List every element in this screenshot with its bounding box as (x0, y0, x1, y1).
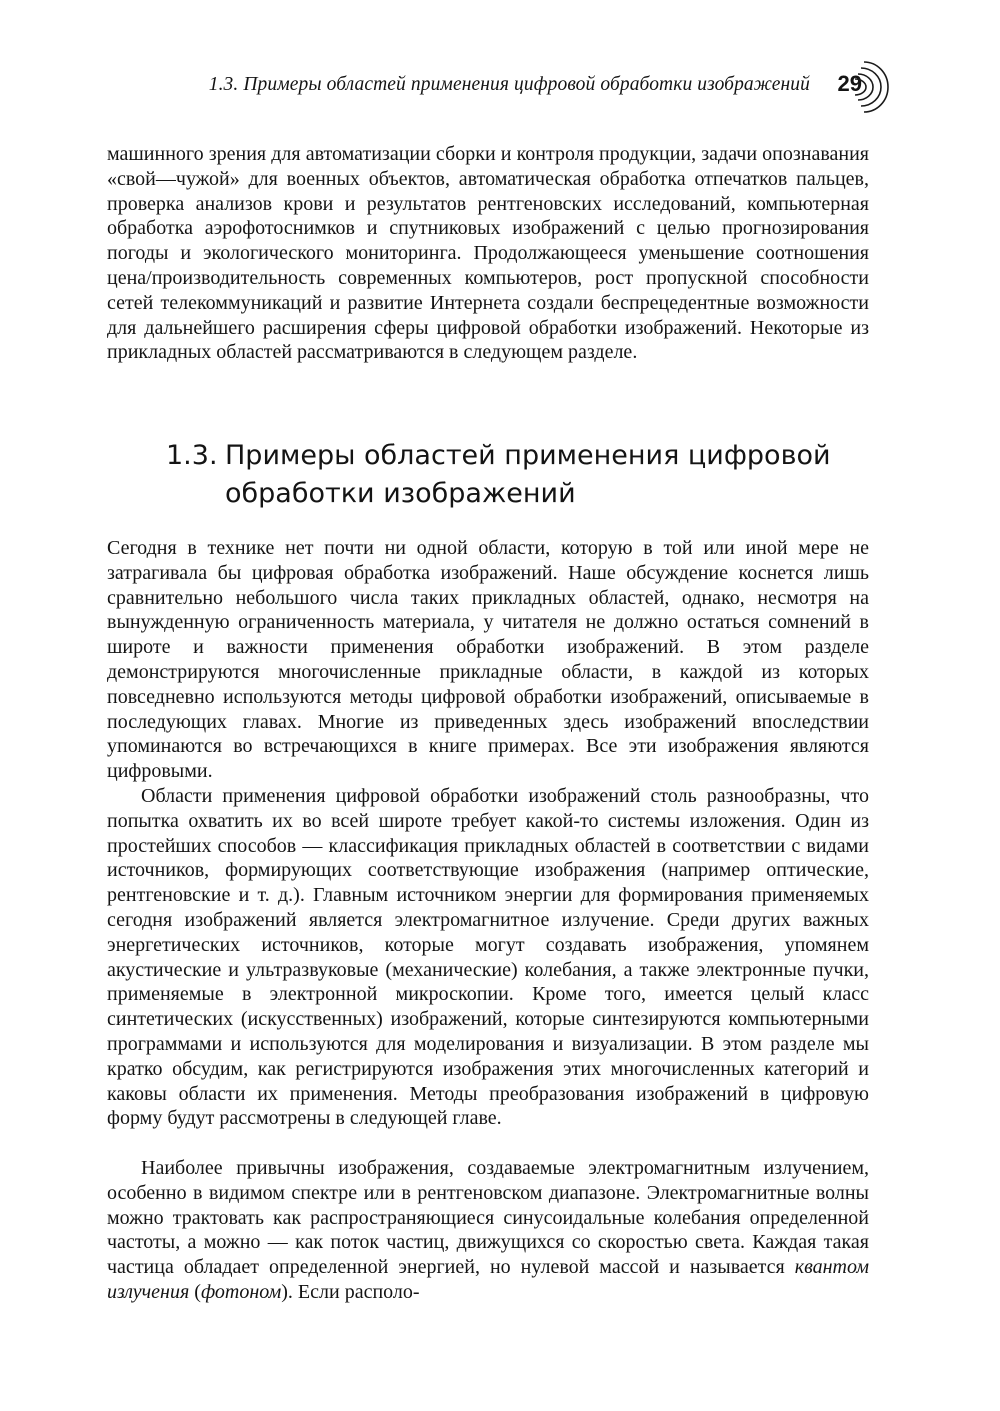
section-heading (166, 437, 866, 513)
paragraph-application-areas: Области применения цифровой обработки изображений столь разнообразны, что попытка охватить их во всей широте требует какой-то системы изложения. Один из простейших способов — классификация прикладных областей в соответствии с видами источников, формирующих соответствующие изображения (например оптические, рентгеновские и т. д.). Главным источником энергии для формирования применяемых сегодня изображений является электромагнитное излучение. Среди других важных энергетических источников, которые могут создавать изображения, упомянем акустические и ультразвуковые (механические) колебания, а также электронные пучки, применяемые в электронной микроскопии. Кроме того, имеется целый класс синтетических (искусственных) изображений, которые синтезируются компьютерными программами и используются для моделирования и визуализации. В этом разделе мы кратко обсудим, как регистрируются изображения этих многочисленных категорий и каковы области их применения. Методы преобразования изображений в цифровую форму будут рассмотрены в следующей главе. (107, 785, 869, 1130)
paragraph-text-part: ( (189, 1280, 201, 1303)
paragraph-section-intro: Сегодня в технике нет почти ни одной области, которую в той или иной мере не затрагивала бы цифровая обработка изображений. Наше обсуждение коснется лишь сравнительно небольшого числа таких прикладных областей, однако, несмотря на вынужденную ограниченность материала, у читателя не должно остаться сомнений в широте и важности применения обработки изображений. В этом разделе демонстрируются многочисленные прикладные области, в каждой из которых повседневно используются методы цифровой обработки изображений, описываемые в последующих главах. Многие из приведенных здесь изображений впоследствии упоминаются во встречающихся в книге примерах. Все эти изображения являются цифровыми. (107, 537, 869, 783)
paragraph-electromagnetic (107, 1156, 869, 1305)
section-title: Примеры областей применения цифровой обработки изображений (225, 440, 831, 509)
paragraph-text-part: Наиболее привычны изображения, создаваемые электромагнитным излучением, особенно в видимом спектре или в рентгеновском диапазоне. Электромагнитные волны можно трактовать как распространяющиеся синусоидальные колебания определенной частоты, а можно — как поток частиц, движущихся со скоростью света. Каждая такая частица обладает определенной энергией, но нулевой массой и называется (107, 1157, 869, 1279)
page-corner-arcs-icon (852, 58, 900, 116)
section-number: 1.3. (166, 440, 218, 471)
running-title: 1.3. Примеры областей применения цифровой обработки изображений (208, 74, 810, 95)
page-header (100, 66, 890, 106)
page-number: 29 (837, 71, 862, 96)
term-photon: фотоном (200, 1280, 282, 1303)
paragraph-intro-continuation: машинного зрения для автоматизации сборки и контроля продукции, задачи опознавания «свой—чужой» для военных объектов, автоматическая обработка отпечатков пальцев, проверка анализов крови и результатов рентгеновских исследований, компьютерная обработка аэрофотоснимков и спутниковых изображений с целью прогнозирования погоды и экологического мониторинга. Продолжающееся уменьшение соотношения цена/производительность современных компьютеров, рост пропускной способности сетей телекоммуникаций и развитие Интернета создали беспрецедентные возможности для дальнейшего расширения сферы цифровой обработки изображений. Некоторые из прикладных областей рассматриваются в следующем разделе. (107, 143, 869, 364)
paragraph-text-part: ). Если располо- (281, 1280, 420, 1303)
term-radiation-quantum: квантом излучения (107, 1256, 869, 1303)
